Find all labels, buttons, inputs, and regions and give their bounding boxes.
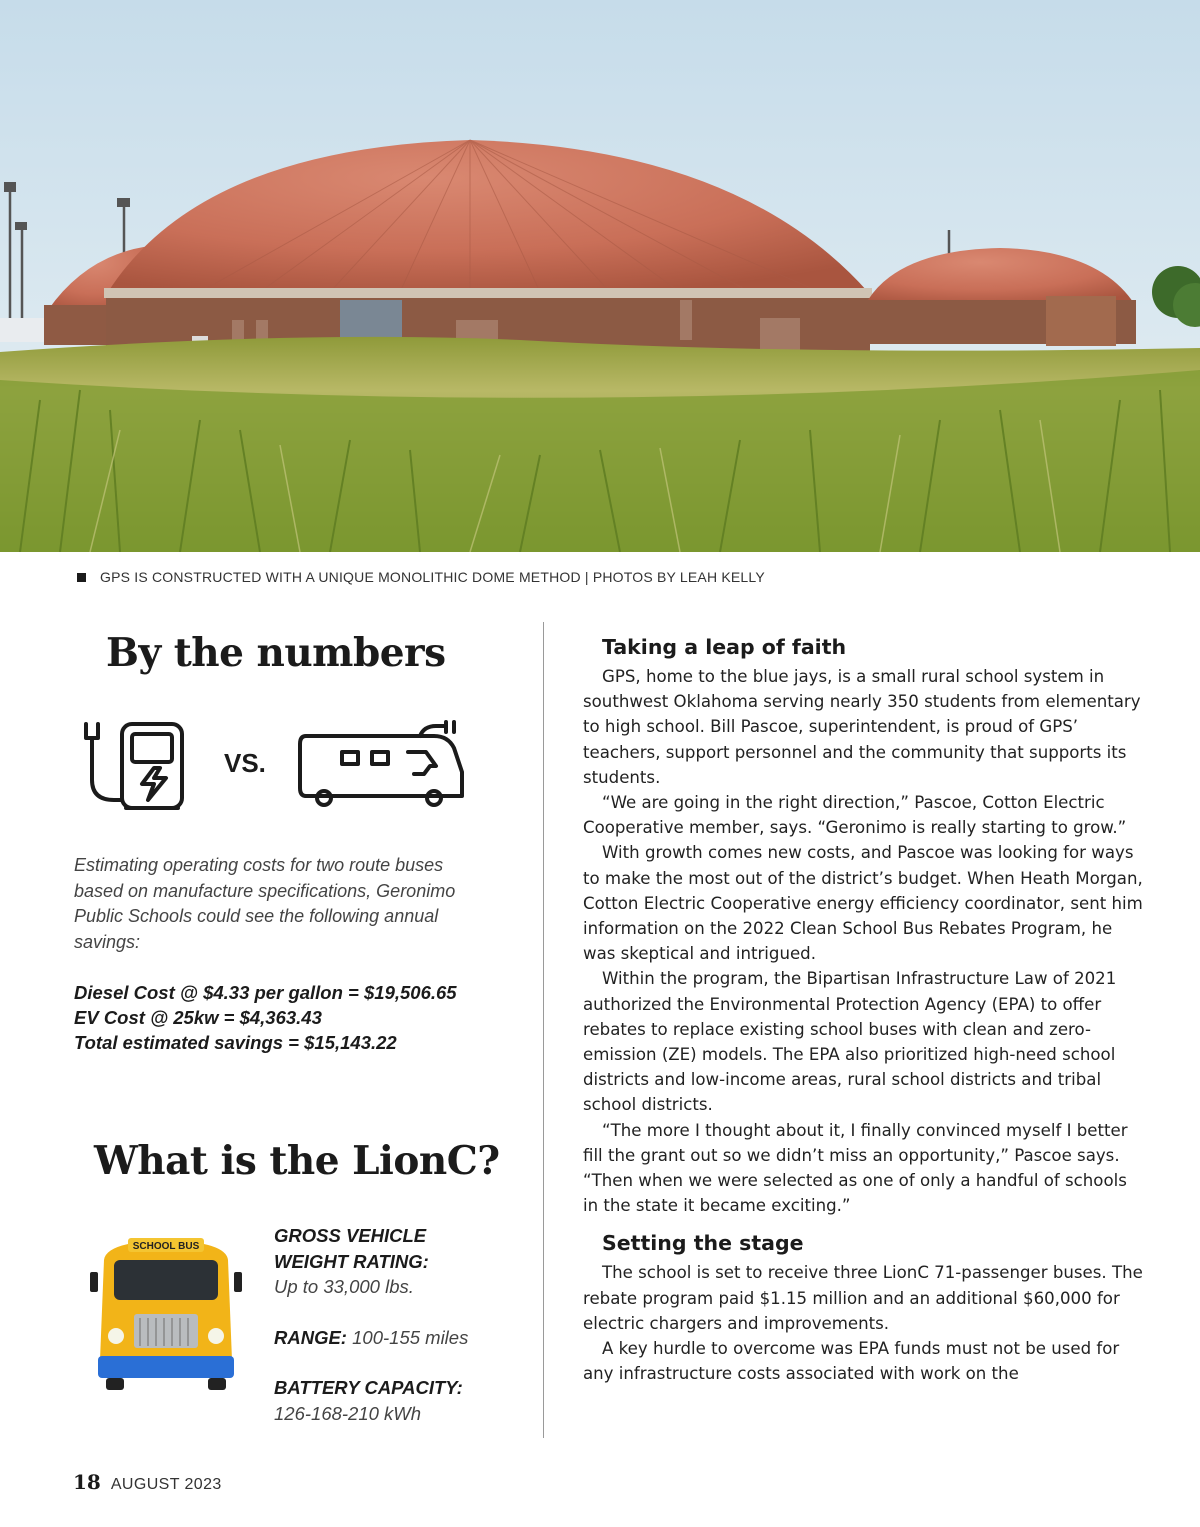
ev-charger-icon (86, 724, 182, 808)
page-number: 18 (73, 1470, 101, 1494)
battery-label: BATTERY CAPACITY: (274, 1377, 463, 1398)
paragraph: GPS, home to the blue jays, is a small rural school system in southwest Oklahoma serving nearly 350 students from elementary to high school. Bill Pascoe, superintendent, is proud of GPS’ teachers, support personnel and the community that supports its students. (583, 667, 1141, 787)
paragraph: “The more I thought about it, I finally convinced myself I better fill the grant out so we didn’t miss an opportunity,” Pascoe says. “Then when we were selected as one of only a handful of schools in the state it became exciting.” (583, 1120, 1128, 1216)
savings-intro: Estimating operating costs for two route buses based on manufacture specifications, Geronimo Public Schools could see the following annual savings: (74, 855, 456, 952)
caption-text: GPS IS CONSTRUCTED WITH A UNIQUE MONOLITHIC DOME METHOD | PHOTOS BY LEAH KELLY (100, 569, 765, 585)
monolithic-dome-school-photo (0, 0, 1200, 552)
paragraph: Within the program, the Bipartisan Infrastructure Law of 2021 authorized the Environmental Protection Agency (EPA) to offer rebates to replace existing school buses with clean and zero-emission (ZE) models. The EPA also prioritized high-need school districts and low-income areas, rural school districts and tribal school districts. (583, 969, 1117, 1115)
paragraph: “We are going in the right direction,” Pascoe, Cotton Electric Cooperative member, says. “Geronimo is really starting to grow.” (583, 793, 1127, 838)
caption-bullet-icon (77, 573, 86, 582)
versus-label: VS. (224, 748, 266, 778)
bus-sign-text: SCHOOL BUS (132, 1241, 200, 1252)
gvwr-label-line2: WEIGHT RATING: (274, 1250, 429, 1272)
lionc-bus-photo (90, 1232, 242, 1392)
column-divider (543, 622, 544, 1438)
paragraph: A key hurdle to overcome was EPA funds must not be used for any infrastructure costs associated with work on the (583, 1339, 1120, 1384)
range-label: RANGE: (274, 1326, 347, 1348)
bus-outline-icon (300, 722, 462, 805)
page-footer (73, 1470, 222, 1494)
cost-summary (74, 980, 494, 1055)
issue-date: AUGUST 2023 (110, 1476, 222, 1493)
paragraph: With growth comes new costs, and Pascoe was looking for ways to make the most out of the district’s budget. When Heath Morgan, Cotton Electric Cooperative energy efficiency coordinator, sent him information on the 2022 Clean School Bus Rebates Program, he was skeptical and intrigued. (583, 843, 1143, 964)
gvwr-value: Up to 33,000 lbs. (274, 1276, 414, 1297)
battery-value: 126-168-210 kWh (274, 1402, 422, 1424)
ev-cost: EV Cost @ 25kw = $4,363.43 (74, 1007, 322, 1028)
diesel-cost: Diesel Cost @ $4.33 per gallon = $19,506.65 (74, 982, 457, 1003)
lionc-heading: What is the LionC? (94, 1138, 500, 1184)
photo-caption (77, 569, 765, 585)
article-body (583, 630, 1143, 1386)
paragraph: The school is set to receive three LionC 71-passenger buses. The rebate program paid $1.15 million and an additional $60,000 for electric chargers and improvements. (583, 1263, 1143, 1333)
section-heading-leap: Taking a leap of faith (602, 635, 847, 659)
total-savings: Total estimated savings = $15,143.22 (74, 1032, 397, 1053)
gvwr-label-line1: GROSS VEHICLE (274, 1225, 427, 1246)
hero-photo (0, 0, 1200, 552)
numbers-heading: By the numbers (106, 630, 446, 676)
section-heading-stage: Setting the stage (602, 1231, 804, 1256)
lionc-specs (274, 1223, 534, 1426)
comparison-icons (74, 718, 474, 818)
range-value: 100-155 miles (352, 1326, 469, 1348)
